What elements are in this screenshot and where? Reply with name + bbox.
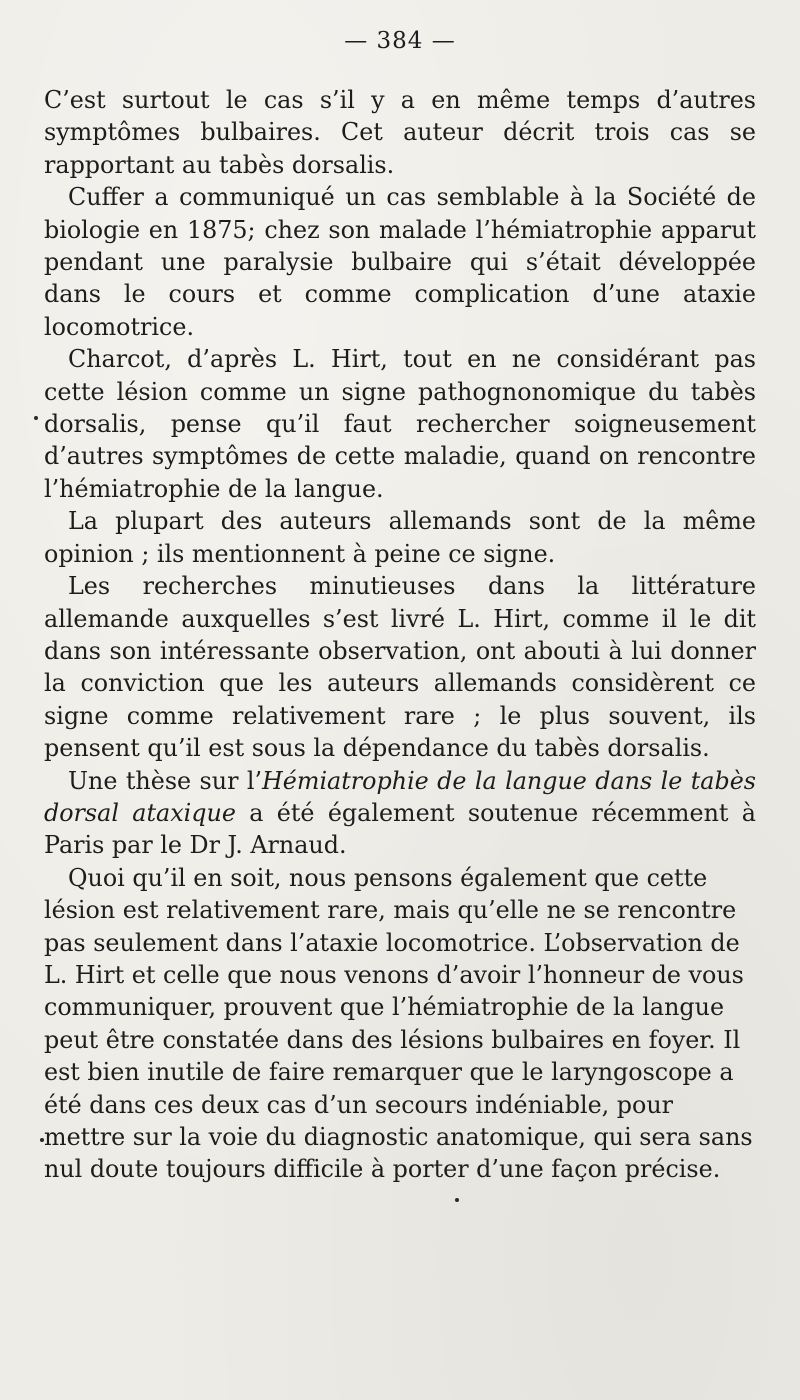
paragraph-4: La plupart des auteurs allemands sont de la même opinion ; ils mentionnent à peine ce signe.: [44, 507, 756, 568]
thesis-title: Hémiatrophie de la langue dans le tabès dorsal ataxique: [44, 766, 757, 827]
paragraph-7: Quoi qu’il en soit, nous pensons également que cette lésion est relativement rare, mais qu’elle ne se rencontre pas seulement dans l’ataxie locomotrice. L’observation de L. Hirt et celle que nous venons d’avoir l’honneur de vous communiquer, prouvent que l’hémiatrophie de la langue peut être constatée dans des lésions bulbaires en foyer. Il est bien inutile de faire remarquer que le laryngoscope a été dans ces deux cas d’un secours indéniable, pour mettre sur la voie du diagnostic anatomique, qui sera sans nul doute toujours difficile à porter d’une façon précise.: [44, 863, 753, 1184]
paragraph-6: [44, 765, 756, 862]
paragraph-1: C’est surtout le cas s’il y a en même temps d’autres symptômes bulbaires. Cet auteur décrit trois cas se rapportant au tabès dorsalis.: [44, 86, 756, 179]
ink-speck: [455, 1198, 459, 1202]
paragraph-6-before: Une thèse sur l’: [68, 766, 263, 795]
paragraph-3: Charcot, d’après L. Hirt, tout en ne considérant pas cette lésion comme un signe pathognonomique du tabès dorsalis, pense qu’il faut rechercher soigneusement d’autres symptômes de cette maladie, quand on rencontre l’hémiatrophie de la langue.: [44, 345, 756, 503]
paragraph-6-after: a été également soutenue récemment à Paris par le Dr J. Arnaud.: [44, 798, 756, 860]
page-number: — 384 —: [344, 28, 456, 54]
paragraph-5: Les recherches minutieuses dans la littérature allemande auxquelles s’est livré L. Hirt, comme il le dit dans son intéressante observation, ont abouti à lui donner la conviction que les auteurs allemands considèrent ce signe comme relativement rare ; le plus souvent, ils pensent qu’il est sous la dépendance du tabès dorsalis.: [44, 572, 756, 763]
paragraph-2: Cuffer a communiqué un cas semblable à la Société de biologie en 1875; chez son malade l’hémiatrophie apparut pendant une paralysie bulbaire qui s’était développée dans le cours et comme complication d’une ataxie locomotrice.: [44, 183, 756, 341]
ink-speck: [34, 416, 38, 420]
ink-speck: [40, 1138, 44, 1142]
body-text: [44, 84, 756, 1186]
